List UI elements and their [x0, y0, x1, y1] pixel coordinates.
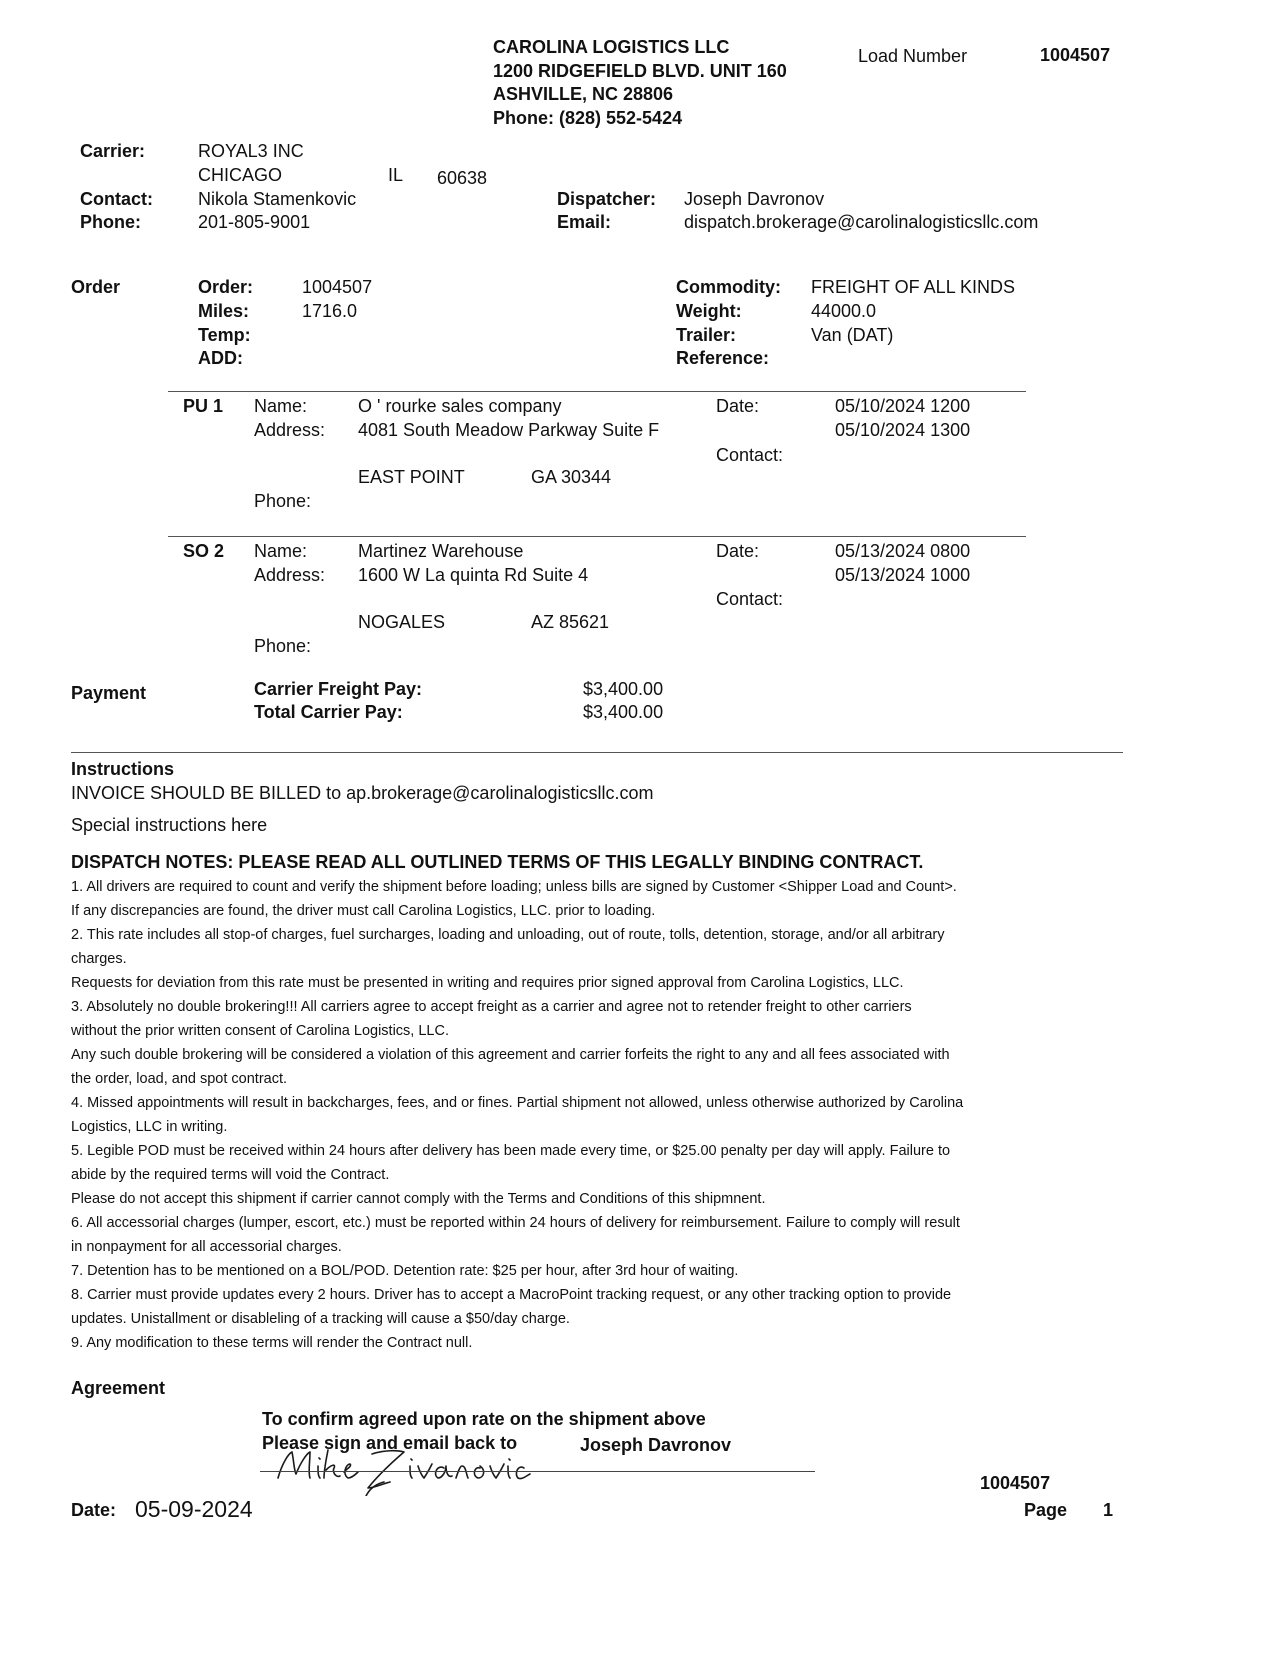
stop-1-address: 4081 South Meadow Parkway Suite F	[358, 420, 660, 440]
terms-line: charges.	[71, 951, 127, 967]
stop-2-id: SO 2	[183, 541, 225, 561]
order-label: Order:	[198, 277, 254, 297]
weight-value: 44000.0	[811, 301, 877, 321]
stop-1-id: PU 1	[183, 396, 224, 416]
stop-1-address-label: Address:	[254, 420, 326, 440]
load-number-value: 1004507	[1040, 45, 1111, 65]
miles-value: 1716.0	[302, 301, 358, 321]
terms-line: Please do not accept this shipment if carrier cannot comply with the Terms and Conditions of this shipmnent.	[71, 1191, 766, 1207]
date-label: Date:	[71, 1500, 117, 1520]
terms-line: Any such double brokering will be considered a violation of this agreement and carrier forfeits the right to any and all fees associated with	[71, 1047, 950, 1063]
weight-label: Weight:	[676, 301, 742, 321]
terms-line: Logistics, LLC in writing.	[71, 1119, 228, 1135]
terms-line: abide by the required terms will void the Contract.	[71, 1167, 390, 1183]
terms-line: the order, load, and spot contract.	[71, 1071, 288, 1087]
trailer-label: Trailer:	[676, 325, 737, 345]
stop-2-name-label: Name:	[254, 541, 308, 561]
agreement-line-1: To confirm agreed upon rate on the shipment above	[262, 1409, 706, 1429]
special-instructions: Special instructions here	[71, 815, 268, 835]
carrier-zip: 60638	[437, 168, 488, 188]
company-address-1: 1200 RIDGEFIELD BLVD. UNIT 160	[493, 61, 787, 81]
carrier-city: CHICAGO	[198, 165, 283, 185]
divider	[71, 752, 1123, 753]
order-value: 1004507	[302, 277, 373, 297]
load-number-label: Load Number	[858, 46, 968, 66]
footer-load-number: 1004507	[980, 1473, 1051, 1493]
stop-1-name-label: Name:	[254, 396, 308, 416]
total-pay-value: $3,400.00	[583, 702, 664, 722]
stop-1-state-zip: GA 30344	[531, 467, 612, 487]
billing-instructions: INVOICE SHOULD BE BILLED to ap.brokerage@carolinalogisticsllc.com	[71, 783, 654, 803]
stop-1-date-end: 05/10/2024 1300	[835, 420, 971, 440]
freight-pay-value: $3,400.00	[583, 679, 664, 699]
page-label: Page	[1024, 1500, 1068, 1520]
terms-line: in nonpayment for all accessorial charges.	[71, 1239, 342, 1255]
freight-pay-label: Carrier Freight Pay:	[254, 679, 423, 699]
phone-label: Phone:	[80, 212, 141, 232]
terms-line: 2. This rate includes all stop-of charges, fuel surcharges, loading and unloading, out of route, tolls, detention, storage, and/or all arbitrary	[71, 927, 945, 943]
terms-line: 9. Any modification to these terms will render the Contract null.	[71, 1335, 473, 1351]
stop-2-contact-label: Contact:	[716, 589, 784, 609]
stop-2-address-label: Address:	[254, 565, 326, 585]
instructions-heading: Instructions	[71, 759, 175, 779]
signature-line	[260, 1471, 815, 1472]
company-address-2: ASHVILLE, NC 28806	[493, 84, 674, 104]
stop-2-date-end: 05/13/2024 1000	[835, 565, 971, 585]
miles-label: Miles:	[198, 301, 250, 321]
stop-1-name: O ' rourke sales company	[358, 396, 562, 416]
commodity-value: FREIGHT OF ALL KINDS	[811, 277, 1016, 297]
stop-2-address: 1600 W La quinta Rd Suite 4	[358, 565, 589, 585]
stop-2-name: Martinez Warehouse	[358, 541, 524, 561]
temp-label: Temp:	[198, 325, 251, 345]
stop-2-phone-label: Phone:	[254, 636, 312, 656]
terms-line: 7. Detention has to be mentioned on a BOL/POD. Detention rate: $25 per hour, after 3rd hour of waiting.	[71, 1263, 739, 1279]
contact-label: Contact:	[80, 189, 153, 209]
signature-image	[272, 1444, 532, 1496]
terms-line: without the prior written consent of Carolina Logistics, LLC.	[71, 1023, 449, 1039]
agreement-line-2: Please sign and email back to	[262, 1433, 518, 1453]
stop-1-phone-label: Phone:	[254, 491, 312, 511]
stop-2-city: NOGALES	[358, 612, 446, 632]
commodity-label: Commodity:	[676, 277, 781, 297]
terms-line: 4. Missed appointments will result in backcharges, fees, and or fines. Partial shipment not allowed, unless otherwise authorized by Carolina	[71, 1095, 964, 1111]
carrier-phone: 201-805-9001	[198, 212, 311, 232]
add-label: ADD:	[198, 348, 243, 368]
dispatcher-name: Joseph Davronov	[684, 189, 825, 209]
contact-name: Nikola Stamenkovic	[198, 189, 357, 209]
agreement-heading: Agreement	[71, 1378, 166, 1398]
terms-line: 5. Legible POD must be received within 24 hours after delivery has been made every time, or $25.00 penalty per day will apply. Failure to	[71, 1143, 951, 1159]
order-section-label: Order	[71, 277, 121, 297]
terms-line: 6. All accessorial charges (lumper, escort, etc.) must be reported within 24 hours of delivery for reimbursement. Failure to comply will result	[71, 1215, 960, 1231]
stop-1-date-label: Date:	[716, 396, 760, 416]
terms-line: Requests for deviation from this rate must be presented in writing and requires prior signed approval from Carolina Logistics, LLC.	[71, 975, 904, 991]
dispatcher-email[interactable]: dispatch.brokerage@carolinalogisticsllc.com	[684, 212, 1039, 232]
stop-1-city: EAST POINT	[358, 467, 465, 487]
stop-1-date-start: 05/10/2024 1200	[835, 396, 971, 416]
payment-section-label: Payment	[71, 683, 147, 703]
carrier-name: ROYAL3 INC	[198, 141, 304, 161]
date-value: 05-09-2024	[135, 1496, 253, 1522]
stop-2-date-label: Date:	[716, 541, 760, 561]
stop-2-state-zip: AZ 85621	[531, 612, 610, 632]
trailer-value: Van (DAT)	[811, 325, 894, 345]
divider	[168, 536, 1026, 537]
email-label: Email:	[557, 212, 612, 232]
terms-line: 3. Absolutely no double brokering!!! All carriers agree to accept freight as a carrier and agree not to retender freight to other carriers	[71, 999, 912, 1015]
terms-line: 1. All drivers are required to count and verify the shipment before loading; unless bills are signed by Customer <Shipper Load and Count>.	[71, 879, 957, 895]
divider	[168, 391, 1026, 392]
carrier-label: Carrier:	[80, 141, 146, 161]
reference-label: Reference:	[676, 348, 770, 368]
terms-line: updates. Unistallment or disableling of a tracking will cause a $50/day charge.	[71, 1311, 570, 1327]
company-phone: Phone: (828) 552-5424	[493, 108, 683, 128]
stop-2-date-start: 05/13/2024 0800	[835, 541, 971, 561]
total-pay-label: Total Carrier Pay:	[254, 702, 403, 722]
carrier-state: IL	[388, 165, 404, 185]
terms-line: 8. Carrier must provide updates every 2 hours. Driver has to accept a MacroPoint tracking request, or any other tracking option to provide	[71, 1287, 952, 1303]
company-name: CAROLINA LOGISTICS LLC	[493, 37, 730, 57]
stop-1-contact-label: Contact:	[716, 445, 784, 465]
terms-line: If any discrepancies are found, the driver must call Carolina Logistics, LLC. prior to loading.	[71, 903, 656, 919]
dispatch-terms	[71, 875, 1071, 1355]
dispatch-notes-heading: DISPATCH NOTES: PLEASE READ ALL OUTLINED TERMS OF THIS LEGALLY BINDING CONTRACT.	[71, 852, 924, 872]
agreement-dispatcher: Joseph Davronov	[580, 1435, 732, 1455]
page-number: 1	[1103, 1500, 1114, 1520]
dispatcher-label: Dispatcher:	[557, 189, 657, 209]
